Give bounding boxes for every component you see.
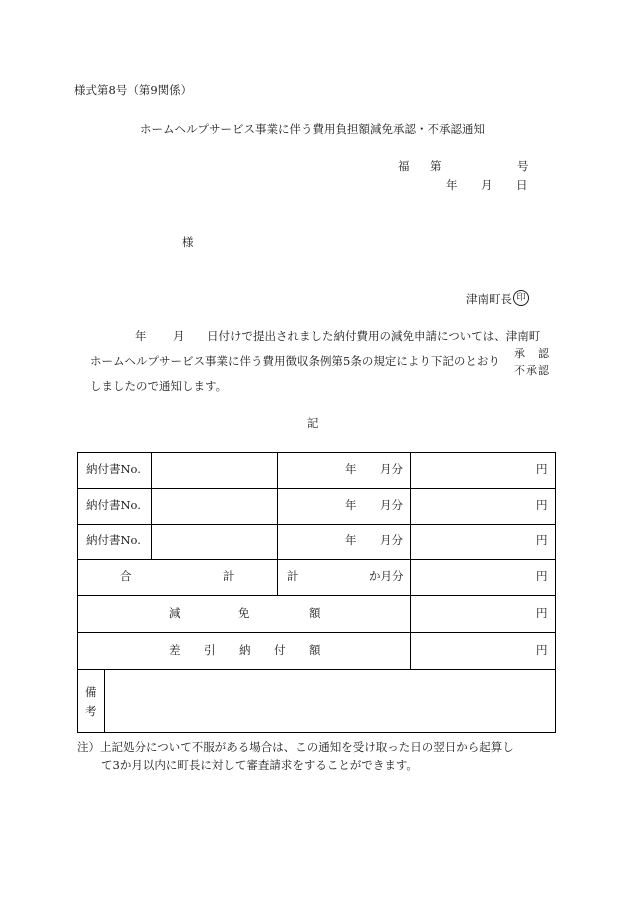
total-months: か月分 — [369, 569, 404, 583]
net-char: 額 — [309, 643, 321, 657]
table-border-bottom — [77, 732, 556, 733]
row-month: 月分 — [380, 498, 403, 512]
ref-fuku: 福 — [398, 159, 410, 173]
net-char: 納 — [239, 643, 251, 657]
body-line2: ホームヘルプサービス事業に伴う費用徴収条例第5条の規定により下記のとおり — [90, 354, 500, 368]
row-label: 納付書No. — [86, 462, 141, 476]
table-divider — [77, 559, 555, 560]
date-month: 月 — [481, 178, 493, 192]
net-yen: 円 — [536, 643, 548, 657]
note-line1: 注）上記処分について不服がある場合は、この通知を受け取った日の翌日から起算し — [77, 740, 514, 754]
total-label-a: 合 — [120, 569, 132, 583]
table-divider — [77, 595, 555, 596]
document-title: ホームヘルプサービス事業に伴う費用負担額減免承認・不承認通知 — [140, 122, 485, 136]
reduction-yen: 円 — [536, 606, 548, 620]
net-char: 付 — [274, 643, 286, 657]
ki-mark: 記 — [307, 416, 319, 430]
table-divider — [151, 452, 152, 559]
table-divider — [77, 488, 555, 489]
date-day: 日 — [516, 178, 528, 192]
reduction-char: 減 — [169, 606, 181, 620]
row-year: 年 — [345, 462, 357, 476]
table-divider — [277, 452, 278, 595]
row-label: 納付書No. — [86, 498, 141, 512]
ref-dai: 第 — [430, 159, 442, 173]
row-yen: 円 — [536, 462, 548, 476]
remarks-char: 考 — [85, 704, 97, 718]
fee-table — [77, 452, 555, 732]
seal-char: 印 — [516, 293, 526, 303]
note-line2: て3か月以内に町長に対して審査請求をすることができます。 — [101, 758, 418, 772]
row-yen: 円 — [536, 533, 548, 547]
total-label-b: 計 — [223, 569, 235, 583]
row-yen: 円 — [536, 498, 548, 512]
table-border-left — [77, 452, 78, 733]
ref-go: 号 — [517, 159, 529, 173]
reduction-char: 額 — [309, 606, 321, 620]
remarks-field[interactable] — [105, 670, 554, 731]
seal-mark — [513, 290, 529, 306]
reduction-char: 免 — [238, 606, 250, 620]
choice-reject: 不承認 — [514, 364, 550, 377]
choice-approve: 承 認 — [514, 347, 550, 360]
body-line3: しましたので通知します。 — [90, 379, 228, 393]
recipient-suffix: 様 — [182, 235, 194, 249]
table-border-right — [555, 452, 556, 733]
body-line1: 日付けで提出されました納付費用の減免申請については、津南町 — [207, 329, 541, 343]
row-year: 年 — [345, 533, 357, 547]
row-year: 年 — [345, 498, 357, 512]
table-border-top — [77, 452, 555, 453]
table-divider — [77, 632, 555, 633]
issuer-name: 津南町長 — [466, 292, 512, 306]
remarks-char: 備 — [85, 685, 97, 699]
row-month: 月分 — [380, 462, 403, 476]
form-number: 様式第8号（第9関係） — [74, 83, 193, 97]
body-month: 月 — [173, 329, 185, 343]
body-year: 年 — [135, 329, 147, 343]
net-char: 差 — [169, 643, 181, 657]
row-month: 月分 — [380, 533, 403, 547]
total-kei: 計 — [287, 569, 299, 583]
row-label: 納付書No. — [86, 533, 141, 547]
table-divider — [77, 524, 555, 525]
date-year: 年 — [446, 178, 458, 192]
total-yen: 円 — [536, 569, 548, 583]
net-char: 引 — [204, 643, 216, 657]
table-divider — [410, 452, 411, 669]
